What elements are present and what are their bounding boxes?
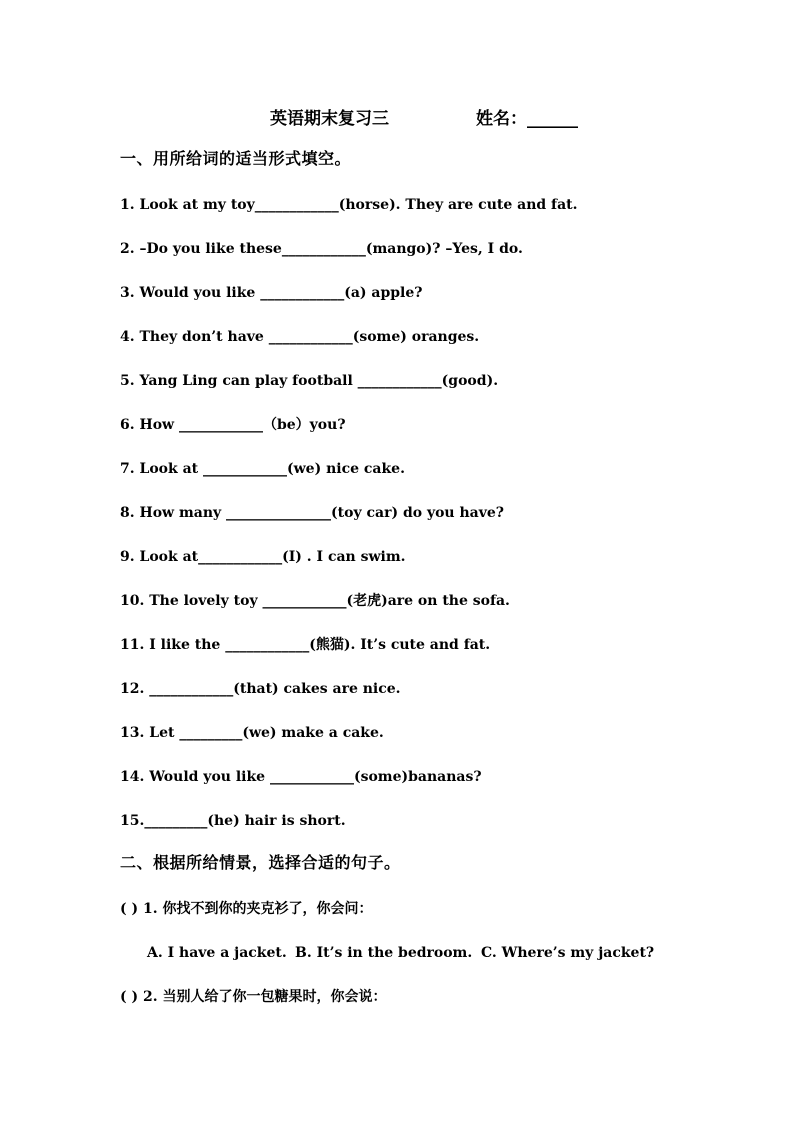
page-title: 英语期末复习三 <box>270 109 389 129</box>
exercise-item-4: 4. They don’t have ____________(some) oranges. <box>120 329 480 345</box>
exercise-item-3: 3. Would you like ____________(a) apple? <box>120 285 423 301</box>
question-1-options <box>147 944 654 962</box>
header <box>0 104 794 128</box>
exercise-item-7: 7. Look at ____________(we) nice cake. <box>120 461 405 477</box>
exercise-item-5: 5. Yang Ling can play football ____________(good). <box>120 373 499 389</box>
section-1-heading: 一、用所给词的适当形式填空。 <box>120 149 352 168</box>
question-2-stem: ( ) 2. 当别人给了你一包糖果时，你会说： <box>120 989 387 1005</box>
exercise-item-13: 13. Let _________(we) make a cake. <box>120 725 384 741</box>
exercise-item-15: 15._________(he) hair is short. <box>120 813 346 829</box>
exercise-item-8: 8. How many _______________(toy car) do you have? <box>120 505 504 521</box>
section-2-heading: 二、根据所给情景，选择合适的句子。 <box>120 853 401 872</box>
exercise-item-11: 11. I like the ____________(熊猫). It’s cute and fat. <box>120 637 491 653</box>
exercise-item-12: 12. ____________(that) cakes are nice. <box>120 681 401 697</box>
exercise-item-6: 6. How ____________（be）you? <box>120 417 346 433</box>
option-b: B. It’s in the bedroom. <box>295 945 473 961</box>
exercise-item-9: 9. Look at____________(I) . I can swim. <box>120 549 406 565</box>
exercise-item-14: 14. Would you like ____________(some)bananas? <box>120 769 482 785</box>
name-field-label: 姓名：______ <box>476 109 578 129</box>
option-a: A. I have a jacket. <box>147 945 287 961</box>
exercise-item-10: 10. The lovely toy ____________(老虎)are on the sofa. <box>120 593 510 609</box>
option-c: C. Where’s my jacket? <box>481 945 655 961</box>
exercise-item-2: 2. –Do you like these____________(mango)? –Yes, I do. <box>120 241 523 257</box>
exercise-item-1: 1. Look at my toy____________(horse). They are cute and fat. <box>120 197 578 213</box>
question-1-stem: ( ) 1. 你找不到你的夹克衫了，你会问： <box>120 901 373 917</box>
